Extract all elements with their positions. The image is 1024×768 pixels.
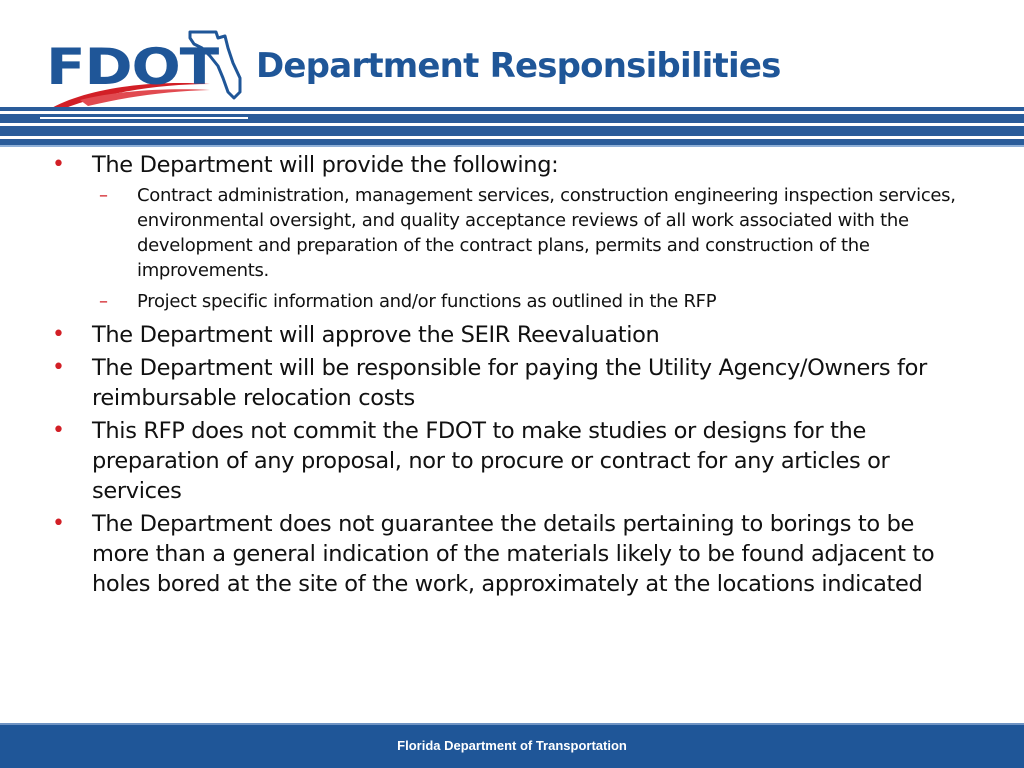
bullet-icon: •	[52, 152, 65, 177]
sub-bullet-item	[99, 183, 957, 283]
bullet-icon: •	[52, 322, 65, 347]
slide-body	[52, 150, 957, 602]
dash-icon: –	[99, 185, 108, 206]
bullet-text: The Department will provide the following:	[92, 152, 559, 178]
slide-title: Department Responsibilities	[256, 46, 781, 86]
bullet-text: The Department will approve the SEIR Reevaluation	[92, 322, 660, 348]
bullet-icon: •	[52, 418, 65, 443]
slide-header	[0, 0, 1024, 150]
dash-icon: –	[99, 291, 108, 312]
sub-bullet-item	[99, 289, 957, 314]
footer-text: Florida Department of Transportation	[397, 738, 627, 753]
bullet-item	[52, 416, 957, 506]
fdot-logo	[40, 18, 250, 113]
bullet-item	[52, 353, 957, 413]
bullet-item	[52, 509, 957, 599]
sub-bullet-text: Project specific information and/or functions as outlined in the RFP	[137, 291, 717, 312]
bullet-text: This RFP does not commit the FDOT to make studies or designs for the preparation of any proposal, nor to procure or contract for any articles or services	[92, 418, 890, 504]
logo-wordmark: FDOT	[46, 38, 220, 96]
bullet-item	[52, 150, 957, 180]
bullet-item	[52, 320, 957, 350]
slide-footer	[0, 723, 1024, 768]
bullet-text: The Department does not guarantee the details pertaining to borings to be more than a general indication of the materials likely to be found adjacent to holes bored at the site of the work, approximately at the locations indicated	[92, 511, 935, 597]
bullet-icon: •	[52, 355, 65, 380]
bullet-text: The Department will be responsible for paying the Utility Agency/Owners for reimbursable relocation costs	[92, 355, 927, 411]
sub-bullet-text: Contract administration, management services, construction engineering inspection services, environmental oversight, and quality acceptance reviews of all work associated with the development and preparation of the contract plans, permits and construction of the improvements.	[137, 185, 956, 281]
header-divider	[0, 107, 1024, 147]
bullet-icon: •	[52, 511, 65, 536]
